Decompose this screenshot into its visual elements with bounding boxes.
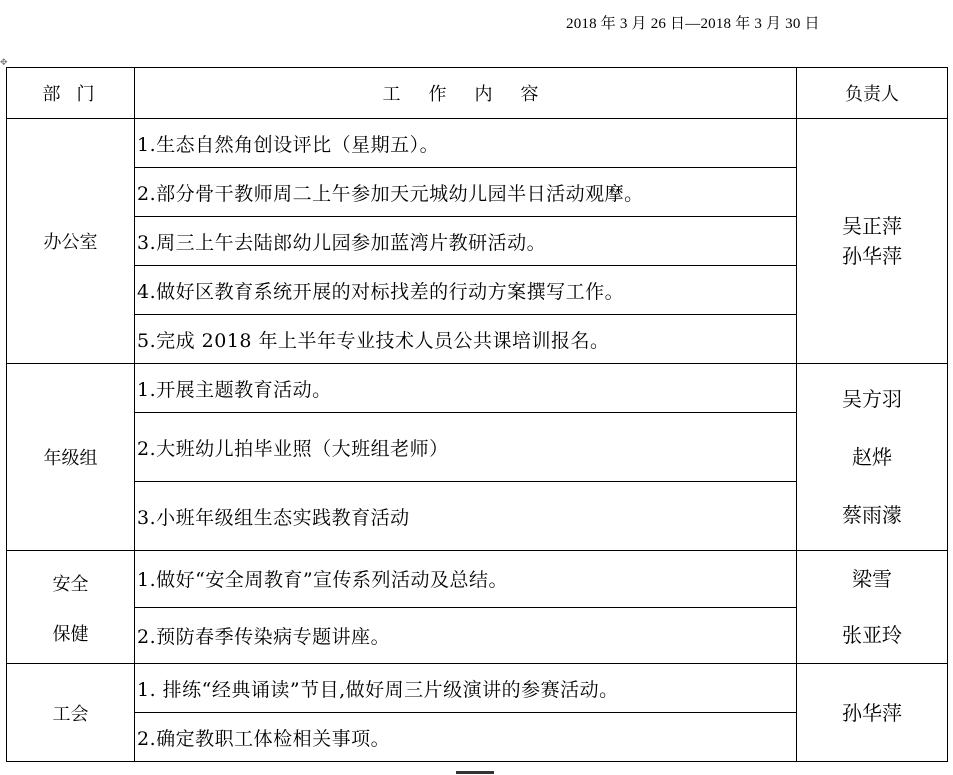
header-department: 部门 bbox=[7, 68, 135, 119]
responsible-name: 孙华萍 bbox=[842, 700, 902, 725]
task-item: 3.周三上午去陆郎幼儿园参加蓝湾片教研活动。 bbox=[135, 217, 797, 266]
task-item: 4.做好区教育系统开展的对标找差的行动方案撰写工作。 bbox=[135, 266, 797, 315]
task-item: 5.完成 2018 年上半年专业技术人员公共课培训报名。 bbox=[135, 315, 797, 364]
dept-line: 保健 bbox=[52, 624, 89, 645]
task-item: 1. 排练“经典诵读”节目,做好周三片级演讲的参赛活动。 bbox=[135, 664, 797, 713]
task-item: 1.生态自然角创设评比（星期五）。 bbox=[135, 119, 797, 168]
responsible-name: 吴方羽 bbox=[842, 387, 902, 411]
responsible-office bbox=[797, 119, 948, 364]
table-row bbox=[7, 119, 948, 168]
task-item: 2.大班幼儿拍毕业照（大班组老师） bbox=[135, 413, 797, 482]
dept-safety-health bbox=[7, 551, 135, 664]
dept-grade-group: 年级组 bbox=[7, 364, 135, 551]
date-range: 2018 年 3 月 26 日—2018 年 3 月 30 日 bbox=[566, 16, 820, 32]
dept-line: 安全 bbox=[52, 574, 89, 595]
responsible-name: 梁雪 bbox=[852, 567, 892, 591]
task-item: 3.小班年级组生态实践教育活动 bbox=[135, 482, 797, 551]
task-item: 1.做好“安全周教育”宣传系列活动及总结。 bbox=[135, 551, 797, 608]
responsible-grade-group bbox=[797, 364, 948, 551]
dept-union: 工会 bbox=[7, 664, 135, 762]
task-item: 2.预防春季传染病专题讲座。 bbox=[135, 607, 797, 664]
table-row bbox=[7, 664, 948, 713]
table-row bbox=[7, 364, 948, 413]
responsible-name: 张亚玲 bbox=[842, 623, 902, 647]
header-work: 工作内容 bbox=[135, 68, 797, 119]
header-responsible: 负责人 bbox=[797, 68, 948, 119]
responsible-name: 赵烨 bbox=[852, 445, 892, 469]
page-break-marker bbox=[456, 771, 494, 774]
responsible-name: 孙华萍 bbox=[842, 244, 902, 268]
responsible-name: 吴正萍 bbox=[842, 214, 902, 238]
dept-office: 办公室 bbox=[7, 119, 135, 364]
responsible-safety-health bbox=[797, 551, 948, 664]
header-row bbox=[7, 68, 948, 119]
table-move-handle-icon[interactable]: ✥ bbox=[0, 58, 8, 68]
task-item: 2.部分骨干教师周二上午参加天元城幼儿园半日活动观摩。 bbox=[135, 168, 797, 217]
table-row bbox=[7, 551, 948, 608]
schedule-table bbox=[6, 67, 948, 762]
responsible-union bbox=[797, 664, 948, 762]
responsible-name: 蔡雨濛 bbox=[842, 503, 902, 527]
task-item: 1.开展主题教育活动。 bbox=[135, 364, 797, 413]
task-item: 2.确定教职工体检相关事项。 bbox=[135, 713, 797, 762]
